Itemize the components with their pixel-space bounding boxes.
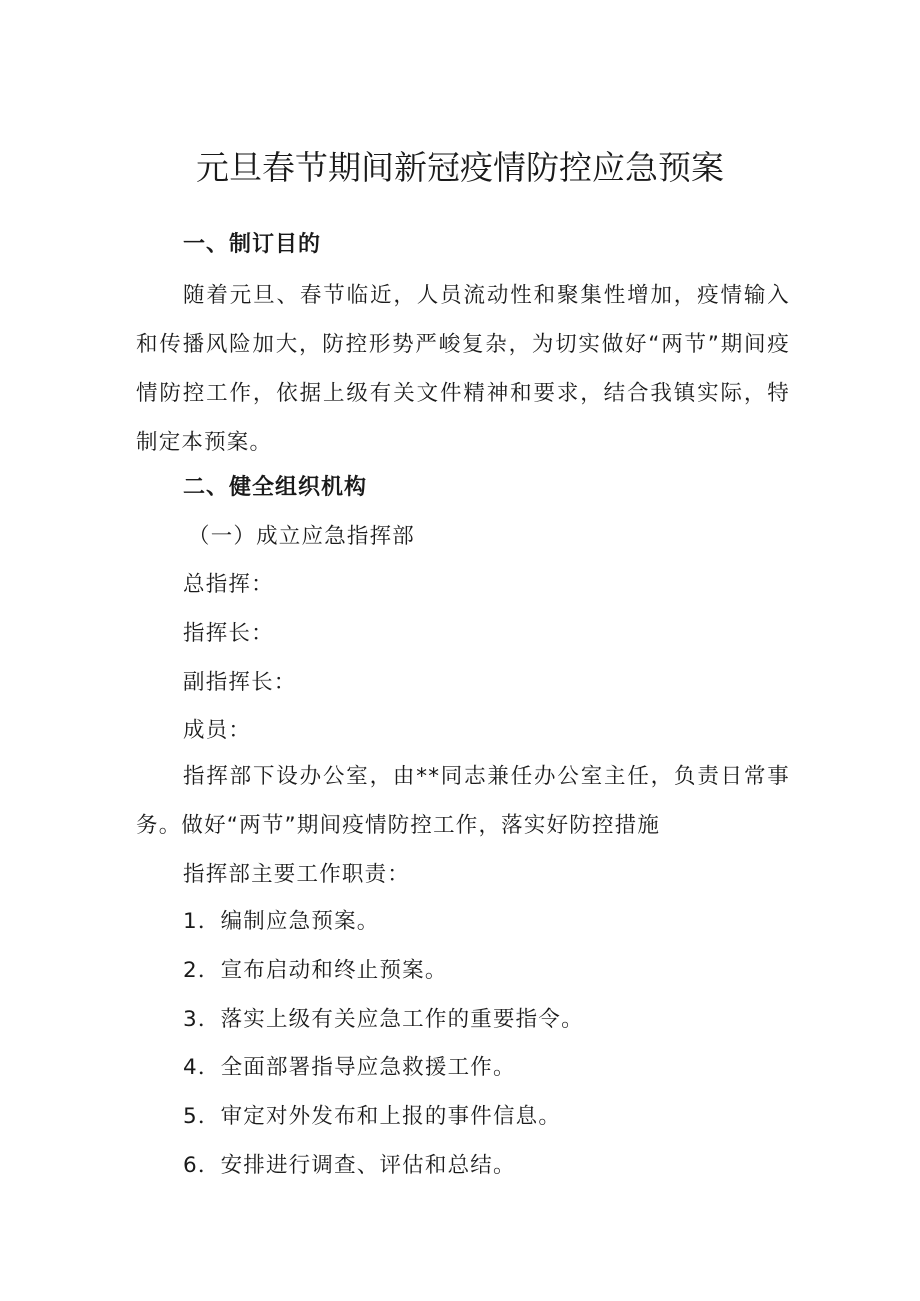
document-title: 元旦春节期间新冠疫情防控应急预案	[196, 148, 724, 187]
section-heading-purpose: 一、制订目的	[183, 232, 322, 257]
purpose-paragraph: 随着元旦、春节临近，人员流动性和聚集性增加，疫情输入和传播风险加大，防控形势严峻复杂，为切实做好“两节”期间疫情防控工作，依据上级有关文件精神和要求，结合我镇实际，特制定本预案。	[136, 283, 790, 455]
duty-item: 3．落实上级有关应急工作的重要指令。	[183, 1007, 584, 1032]
subsection-heading-command: （一）成立应急指挥部	[188, 524, 416, 549]
duty-item: 1．编制应急预案。	[183, 909, 380, 934]
office-paragraph: 指挥部下设办公室，由**同志兼任办公室主任，负责日常事务。做好“两节”期间疫情防控工作，落实好防控措施	[136, 764, 790, 838]
role-commander: 指挥长：	[183, 621, 274, 646]
duty-item: 4．全面部署指导应急救援工作。	[183, 1055, 516, 1080]
role-deputy-commander: 副指挥长：	[183, 670, 297, 695]
role-members: 成员：	[183, 718, 252, 743]
duties-label: 指挥部主要工作职责：	[183, 862, 411, 887]
role-commander-in-chief: 总指挥：	[183, 572, 274, 597]
section-heading-organization: 二、健全组织机构	[183, 475, 368, 500]
duty-item: 6．安排进行调查、评估和总结。	[183, 1153, 516, 1178]
duty-item: 5．审定对外发布和上报的事件信息。	[183, 1104, 562, 1129]
duty-item: 2．宣布启动和终止预案。	[183, 958, 448, 983]
